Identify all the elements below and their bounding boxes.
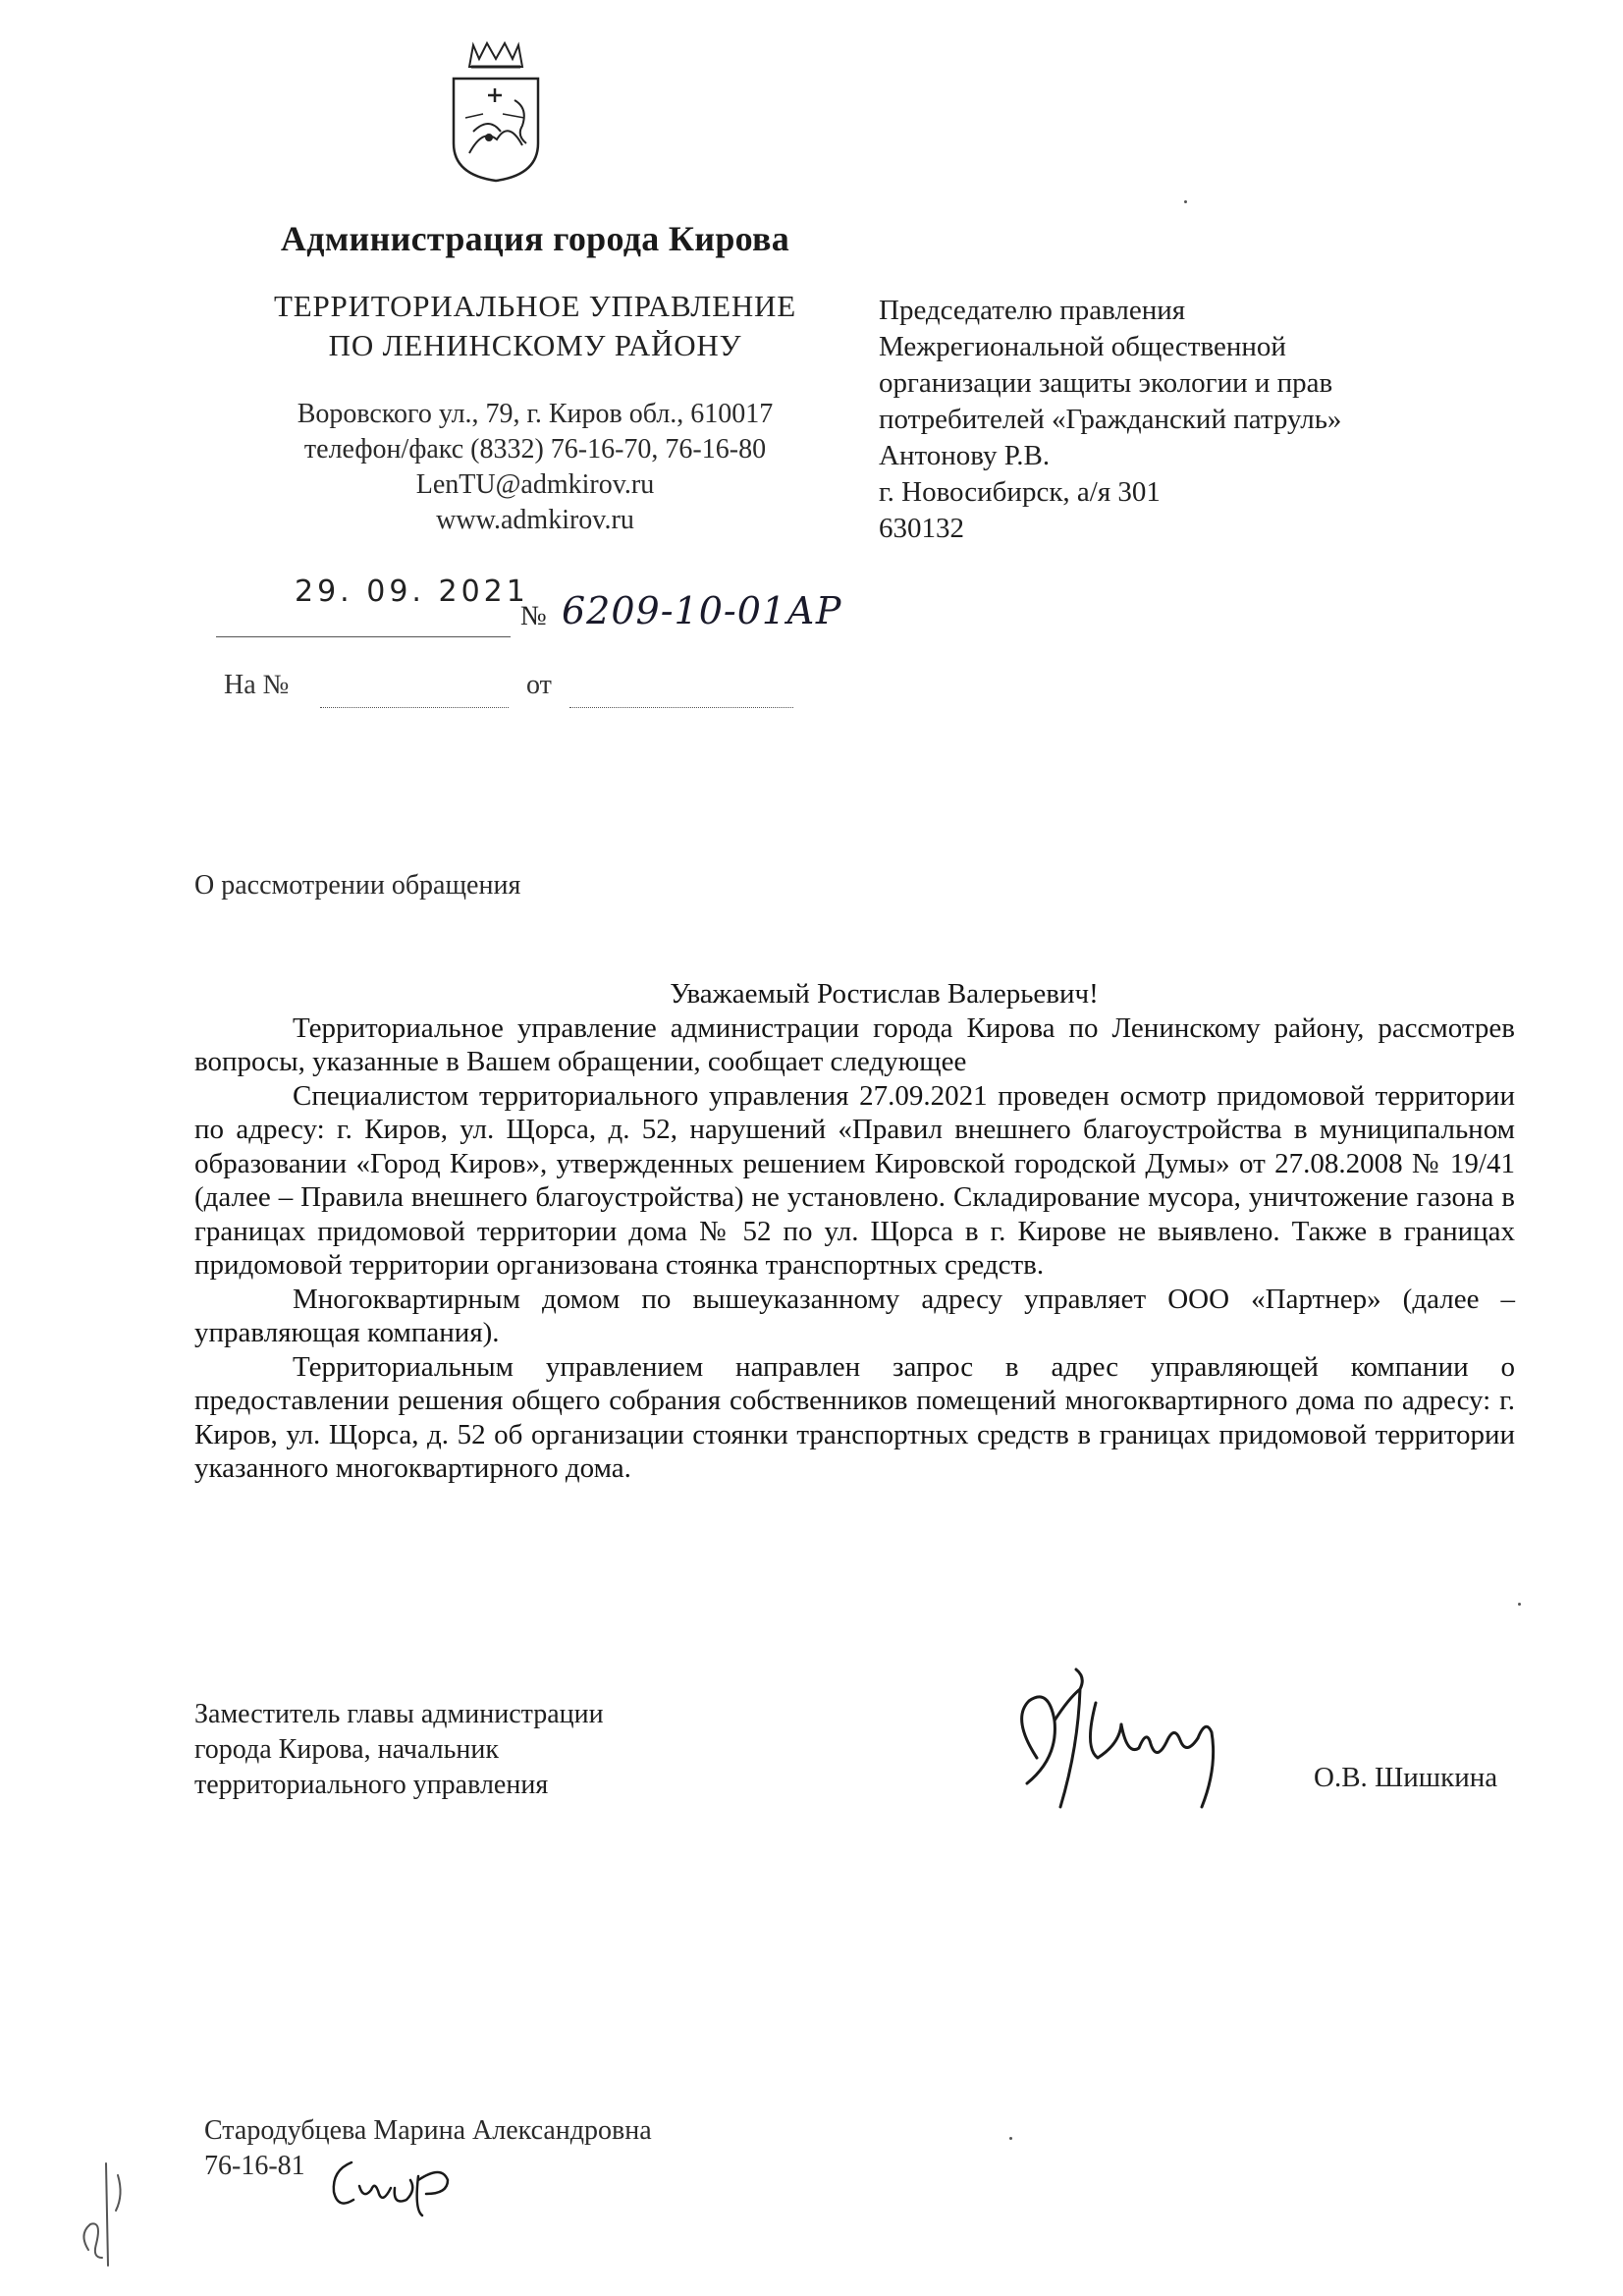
- org-phone: телефон/факс (8332) 76-16-70, 76-16-80: [303, 434, 767, 465]
- recipient-line: Председателю правления: [879, 295, 1186, 326]
- scan-speck: [1518, 1603, 1521, 1606]
- executor-name: Стародубцева Марина Александровна: [204, 2115, 652, 2146]
- body-paragraph: Многоквартирным домом по вышеуказанному адресу управляет ООО «Партнер» (далее – управляющая компания).: [194, 1283, 1515, 1348]
- recipient-line: потребителей «Гражданский патруль»: [879, 404, 1342, 435]
- registration-date: 29. 09. 2021: [295, 574, 529, 609]
- handwritten-initials-icon: [324, 2151, 471, 2219]
- department-name: [147, 287, 923, 365]
- org-title: Администрация города Кирова: [280, 219, 790, 258]
- department-line: ПО ЛЕНИНСКОМУ РАЙОНУ: [328, 328, 742, 362]
- body-paragraph: Территориальным управлением направлен запрос в адрес управляющей компании о предоставлении решения общего собрания собственников помещений многоквартирного дома по адресу: г. Киров, ул. Щорса, д. 52 об организации стоянки транспортных средств в границах придомовой территории указанного многоквартирного дома.: [194, 1350, 1515, 1484]
- body-paragraph: Специалистом территориального управления 27.09.2021 проведен осмотр придомовой территории по адресу: г. Киров, ул. Щорса, д. 52, нарушений «Правил внешнего благоустройства в муниципальном образовании «Город Киров», утвержденных решением Кировской городской Думы» от 27.08.2008 № 19/41 (далее – Правила внешнего благоустройства) не установлено. Складирование мусора, уничтожение газона в границах придомовой территории дома № 52 по ул. Щорса в г. Кирове не выявлено. Также в границах придомовой территории организована стоянка транспортных средств.: [194, 1079, 1515, 1281]
- department-line: ТЕРРИТОРИАЛЬНОЕ УПРАВЛЕНИЕ: [274, 289, 796, 323]
- kirov-coat-of-arms-icon: [444, 37, 548, 185]
- scan-speck: [1184, 200, 1187, 203]
- scan-speck: [1009, 2137, 1012, 2140]
- letter-body: [194, 977, 1515, 1486]
- reference-date-line: [569, 707, 793, 708]
- signer-position-line: территориального управления: [194, 1770, 549, 1800]
- recipient-line: организации защиты экологии и прав: [879, 367, 1333, 399]
- org-website: www.admkirov.ru: [436, 505, 634, 535]
- date-underline: [216, 636, 511, 637]
- recipient-line: Антонову Р.В.: [879, 440, 1051, 471]
- signer-name: О.В. Шишкина: [1314, 1762, 1498, 1793]
- registration-number: 6209-10-01АР: [562, 589, 842, 632]
- org-contacts: [147, 397, 923, 538]
- signer-position: [194, 1697, 604, 1803]
- recipient-block: [879, 293, 1586, 547]
- recipient-line: Межрегиональной общественной: [879, 331, 1286, 362]
- salutation: Уважаемый Ростислав Валерьевич!: [670, 978, 1099, 1010]
- org-address: Воровского ул., 79, г. Киров обл., 610017: [297, 399, 774, 429]
- body-paragraph: Территориальное управление администрации города Кирова по Ленинскому району, рассмотрев вопросы, указанные в Вашем обращении, сообщает следующее: [194, 1011, 1515, 1077]
- margin-mark-icon: [69, 2156, 137, 2273]
- number-label: №: [520, 601, 547, 631]
- executor-phone: 76-16-81: [204, 2151, 305, 2181]
- handwritten-signature-icon: [990, 1660, 1255, 1827]
- signer-position-line: Заместитель главы администрации: [194, 1699, 604, 1729]
- reference-number-line: [320, 707, 509, 708]
- signer-position-line: города Кирова, начальник: [194, 1734, 499, 1765]
- recipient-line: 630132: [879, 513, 964, 544]
- letter-subject: О рассмотрении обращения: [194, 870, 521, 901]
- recipient-line: г. Новосибирск, а/я 301: [879, 476, 1161, 508]
- reference-label: На №: [224, 670, 290, 700]
- reference-from-label: от: [526, 670, 552, 700]
- org-email: LenTU@admkirov.ru: [415, 469, 655, 500]
